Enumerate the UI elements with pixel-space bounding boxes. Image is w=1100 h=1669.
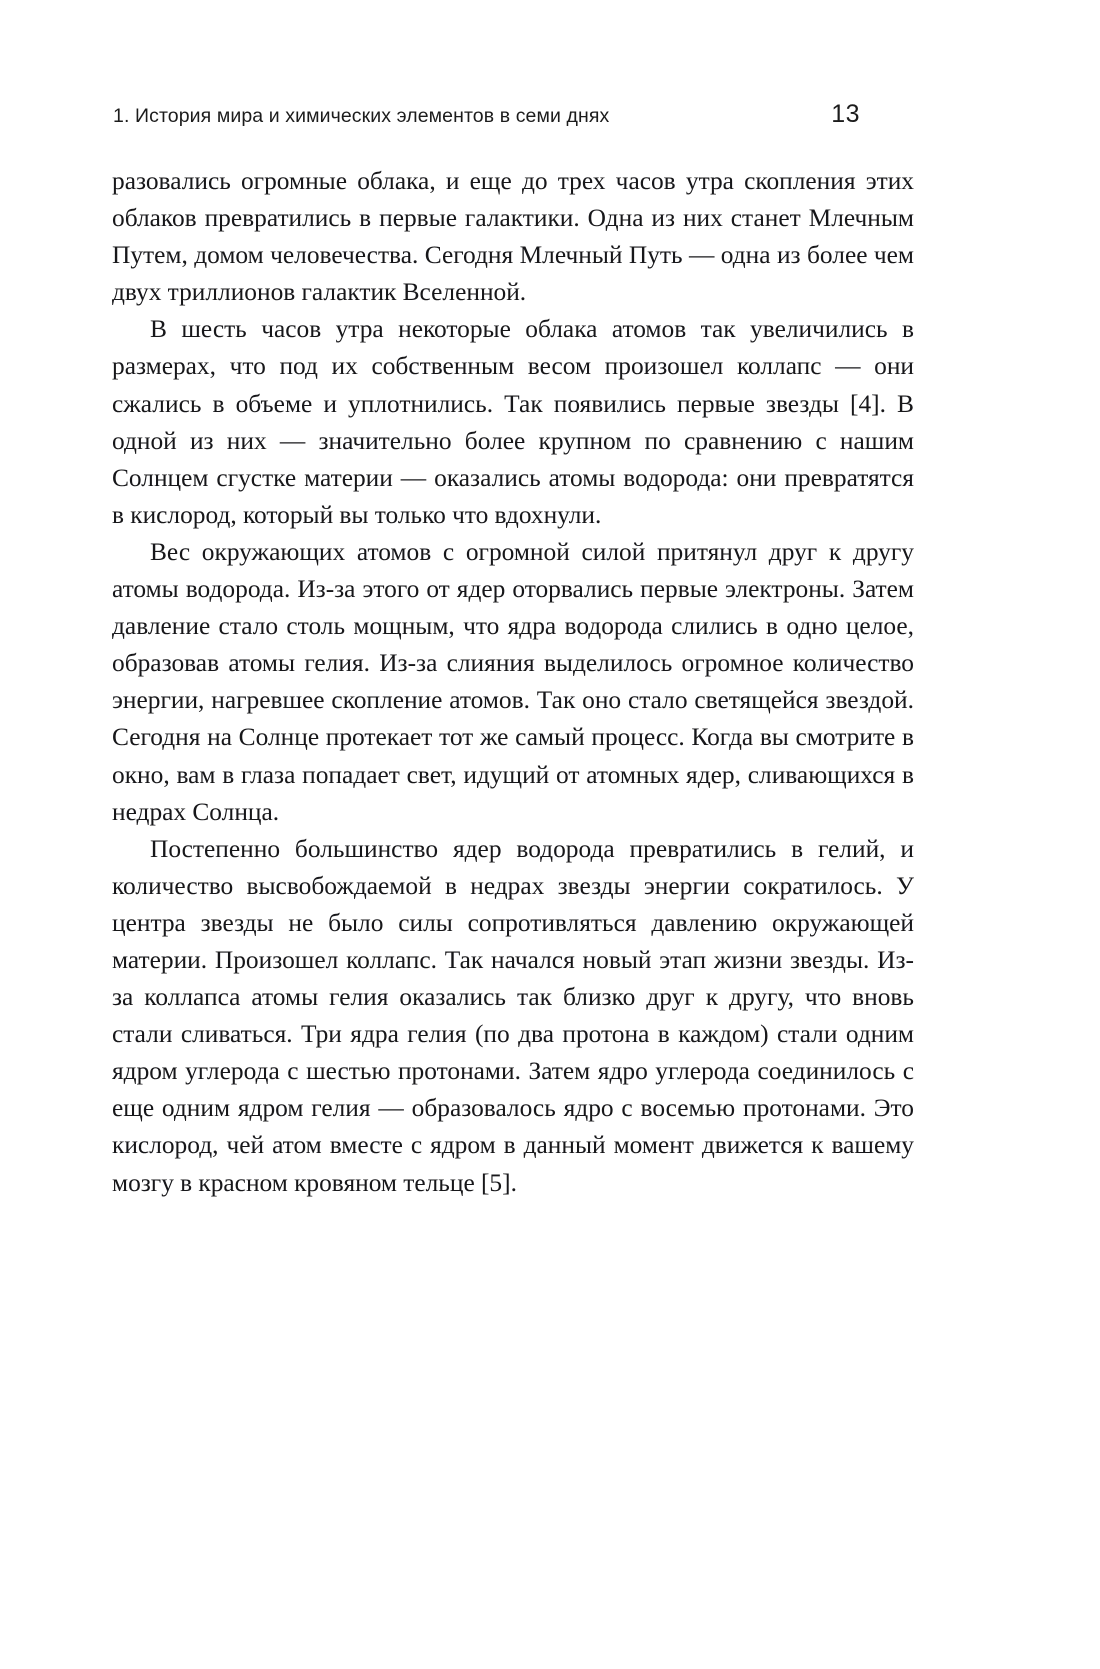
paragraph: разовались огромные облака, и еще до трех часов утра скопления этих облаков превратились в первые галактики. Одна из них станет Млечным Путем, домом человечества. Сегодня Млечный Путь — одна из более чем двух триллионов галактик Вселенной.	[112, 167, 914, 307]
paragraph: В шесть часов утра некоторые облака атомов так увеличились в размерах, что под их собственным весом произошел коллапс — они сжались в объеме и уплотнились. Так появились первые звезды [4]. В одной из них — значительно более крупном по сравнению с нашим Солнцем сгустке материи — оказались атомы водорода: они превратятся в кислород, который вы только что вдохнули.	[112, 315, 914, 529]
chapter-title: 1. История мира и химических элементов в семи днях	[113, 105, 610, 127]
page-number: 13	[831, 100, 860, 128]
body-text	[112, 163, 914, 1202]
paragraph: Постепенно большинство ядер водорода превратились в гелий, и количество высвобождаемой в недрах звезды энергии сократилось. У центра звезды не было силы сопротивляться давлению окружающей материи. Произошел коллапс. Так начался новый этап жизни звезды. Из-за коллапса атомы гелия оказались так близко друг к другу, что вновь стали сливаться. Три ядра гелия (по два протона в каждом) стали одним ядром углерода с шестью протонами. Затем ядро углерода соединилось с еще одним ядром гелия — образовалось ядро с восемью протонами. Это кислород, чей атом вместе с ядром в данный момент движется к вашему мозгу в красном кровяном тельце [5].	[112, 834, 914, 1197]
running-header	[113, 101, 860, 129]
paragraph: Вес окружающих атомов с огромной силой притянул друг к другу атомы водорода. Из-за этого от ядер оторвались первые электроны. Затем давление стало столь мощным, что ядра водорода слились в одно целое, образовав атомы гелия. Из-за слияния выделилось огромное количество энергии, нагревшее скопление атомов. Так оно стало светящейся звездой. Сегодня на Солнце протекает тот же самый процесс. Когда вы смотрите в окно, вам в глаза попадает свет, идущий от атомных ядер, сливающихся в недрах Солнца.	[112, 537, 914, 826]
